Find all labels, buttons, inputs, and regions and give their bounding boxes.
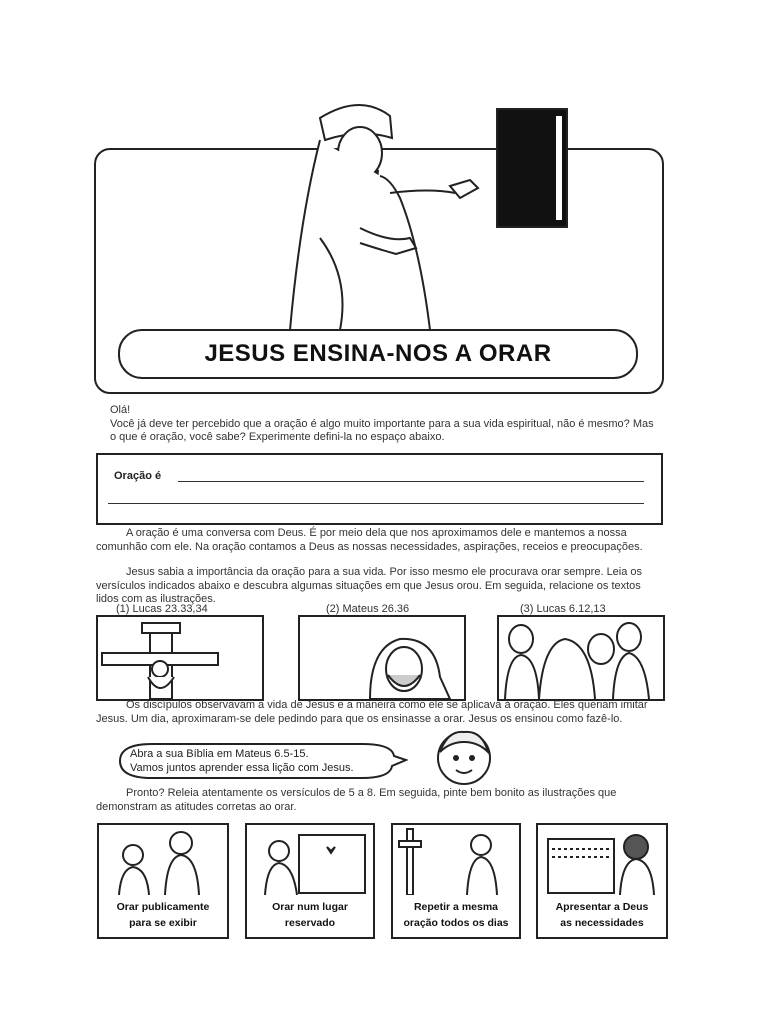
disciples-drawing <box>499 617 663 699</box>
reference-2: (2) Mateus 26.36 <box>326 603 410 615</box>
bubble-line-2: Vamos juntos aprender essa lição com Jesus. <box>130 761 354 774</box>
card-label: Orar num lugar reservado <box>272 901 348 929</box>
paragraph-2: A oração é uma conversa com Deus. É por meio dela que nos aproximamos dele e mantemos a nossa comunhão com ele. Na oração contamos a Deus as nossas necessidades, aspirações, receios e preocupações. <box>96 527 643 553</box>
bubble-line-1: Abra a sua Bíblia em Mateus 6.5-15. <box>130 748 309 760</box>
intro-paragraph <box>110 404 660 445</box>
card-repeat-prayer[interactable] <box>391 823 521 939</box>
card-label: Repetir a mesma oração todos os dias <box>403 901 509 929</box>
illustration-disciples <box>497 615 665 701</box>
window-illustration <box>496 108 568 228</box>
definition-line-2[interactable] <box>108 503 644 504</box>
definition-line-1[interactable] <box>178 481 644 482</box>
repeat-prayer-drawing <box>393 825 519 895</box>
card-public-prayer[interactable] <box>97 823 229 939</box>
illustration-praying-jesus <box>298 615 466 701</box>
definition-box <box>96 453 663 525</box>
private-prayer-drawing <box>247 825 373 895</box>
title-pill <box>118 329 638 379</box>
intro-text: Você já deve ter percebido que a oração é algo muito importante para a sua vida espiritual, não é mesmo? Mas o que é oração, você sabe? Experimente defini-la no espaço abaixo. <box>110 417 654 443</box>
card-private-prayer[interactable] <box>245 823 375 939</box>
paragraph-4: Os discípulos observavam a vida de Jesus e a maneira como ele se aplicava à oração. Eles queriam imitar Jesus. Um dia, aproximaram-se dele pedindo para que os ensinasse a orar. Jesus os ensinou como fazê-lo. <box>96 699 648 725</box>
card-present-needs[interactable] <box>536 823 668 939</box>
bubble-text <box>130 748 354 775</box>
page-title: JESUS ENSINA-NOS A ORAR <box>204 340 552 367</box>
reference-3: (3) Lucas 6.12,13 <box>520 603 606 615</box>
jesus-illustration <box>280 98 490 330</box>
present-needs-drawing <box>538 825 666 895</box>
definition-label: Oração é <box>114 470 162 482</box>
card-label: Apresentar a Deus as necessidades <box>555 901 649 929</box>
paragraph-3: Jesus sabia a importância da oração para a sua vida. Por isso mesmo ele procurava orar sempre. Leia os versículos indicados abaixo e descubra algumas situações em que Jesus orou. Em seguida, relacione os textos lidos com as ilustrações. <box>96 566 643 605</box>
intro-greeting: Olá! <box>110 404 131 416</box>
paragraph-5: Pronto? Releia atentamente os versículos de 5 a 8. Em seguida, pinte bem bonito as ilustrações que demonstram as atitudes corretas ao orar. <box>96 787 617 813</box>
illustration-crucifixion <box>96 615 264 701</box>
public-prayer-drawing <box>99 825 227 895</box>
card-label: Orar publicamente para se exibir <box>116 901 210 929</box>
child-face-illustration <box>428 726 500 788</box>
reference-1: (1) Lucas 23.33,34 <box>116 603 208 615</box>
crucifixion-drawing <box>98 617 262 699</box>
praying-jesus-drawing <box>300 617 464 699</box>
